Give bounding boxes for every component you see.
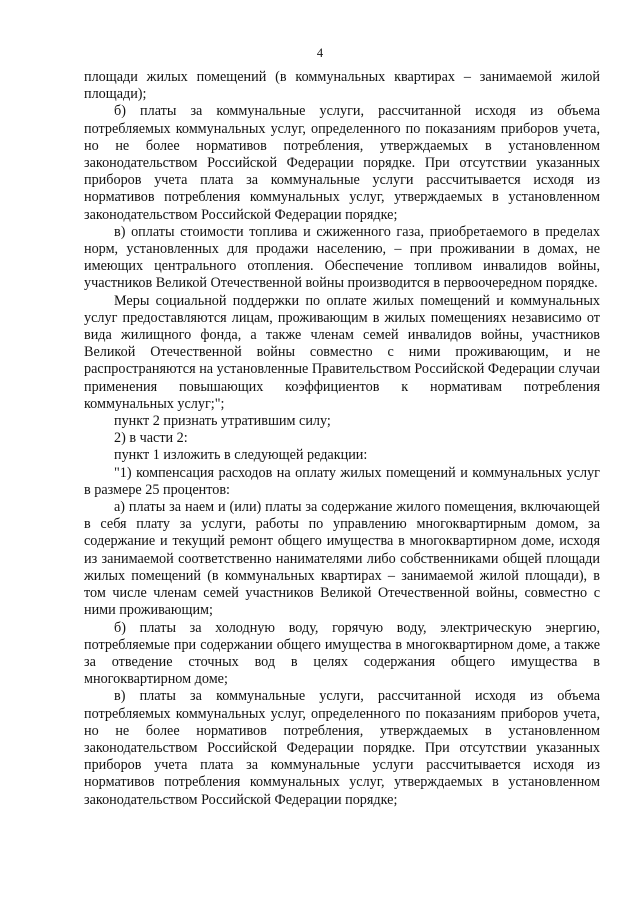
paragraph-compensation-25: "1) компенсация расходов на оплату жилых помещений и коммунальных услуг в размере 25 процентов:	[84, 464, 600, 498]
paragraph-v-fuel: в) оплаты стоимости топлива и сжиженного газа, приобретаемого в пределах норм, установленных для продажи населению, – при проживании в домах, не имеющих центрального отопления. Обеспечение топливом инвалидов войны, участников Великой Отечественной войны производится в первоочередном порядке.	[84, 223, 600, 292]
page-number: 4	[316, 46, 324, 60]
paragraph-b-water: б) платы за холодную воду, горячую воду, электрическую энергию, потребляемые при содержании общего имущества в многоквартирном доме, а также за отведение сточных вод в целях содержания общего имущества в многоквартирном доме;	[84, 619, 600, 688]
paragraph-item-1-new-edition: пункт 1 изложить в следующей редакции:	[114, 447, 368, 464]
paragraph-v-utilities: в) платы за коммунальные услуги, рассчитанной исходя из объема потребляемых коммунальных услуг, определенного по показаниям приборов учета, но не более нормативов потребления, утверждаемых в установленном законодательством Российской Федерации порядке. При отсутствии указанных приборов учета плата за коммунальные услуги рассчитывается исходя из нормативов потребления коммунальных услуг, утверждаемых в установленном законодательством Российской Федерации порядке;	[84, 688, 600, 808]
paragraph-continuation: площади жилых помещений (в коммунальных квартирах – занимаемой жилой площади);	[84, 69, 600, 103]
paragraph-b-utilities: б) платы за коммунальные услуги, рассчитанной исходя из объема потребляемых коммунальных услуг, определенного по показаниям приборов учета, но не более нормативов потребления, утверждаемых в установленном законодательством Российской Федерации порядке. При отсутствии указанных приборов учета плата за коммунальные услуги рассчитывается исходя из нормативов потребления коммунальных услуг, утверждаемых в установленном законодательством Российской Федерации порядке;	[84, 103, 600, 223]
document-body	[84, 69, 600, 809]
paragraph-support-measures: Меры социальной поддержки по оплате жилых помещений и коммунальных услуг предоставляются лицам, проживающим в жилых помещениях независимо от вида жилищного фонда, а также членам семей инвалидов войны, участников Великой Отечественной войны совместно с ними проживающим, и не распространяются на установленные Правительством Российской Федерации случаи применения повышающих коэффициентов к нормативам потребления коммунальных услуг;";	[84, 292, 600, 412]
paragraph-part-2: 2) в части 2:	[114, 430, 188, 447]
paragraph-a-rent: а) платы за наем и (или) платы за содержание жилого помещения, включающей в себя плату за услуги, работы по управлению многоквартирным домом, за содержание и текущий ремонт общего имущества в многоквартирном доме, исходя из занимаемой соответственно нанимателями либо собственниками общей площади жилых помещений (в коммунальных квартирах – занимаемой жилой площади), в том числе членам семей участников Великой Отечественной войны, совместно с ними проживающим;	[84, 499, 600, 619]
paragraph-item-2-void: пункт 2 признать утратившим силу;	[114, 413, 331, 430]
